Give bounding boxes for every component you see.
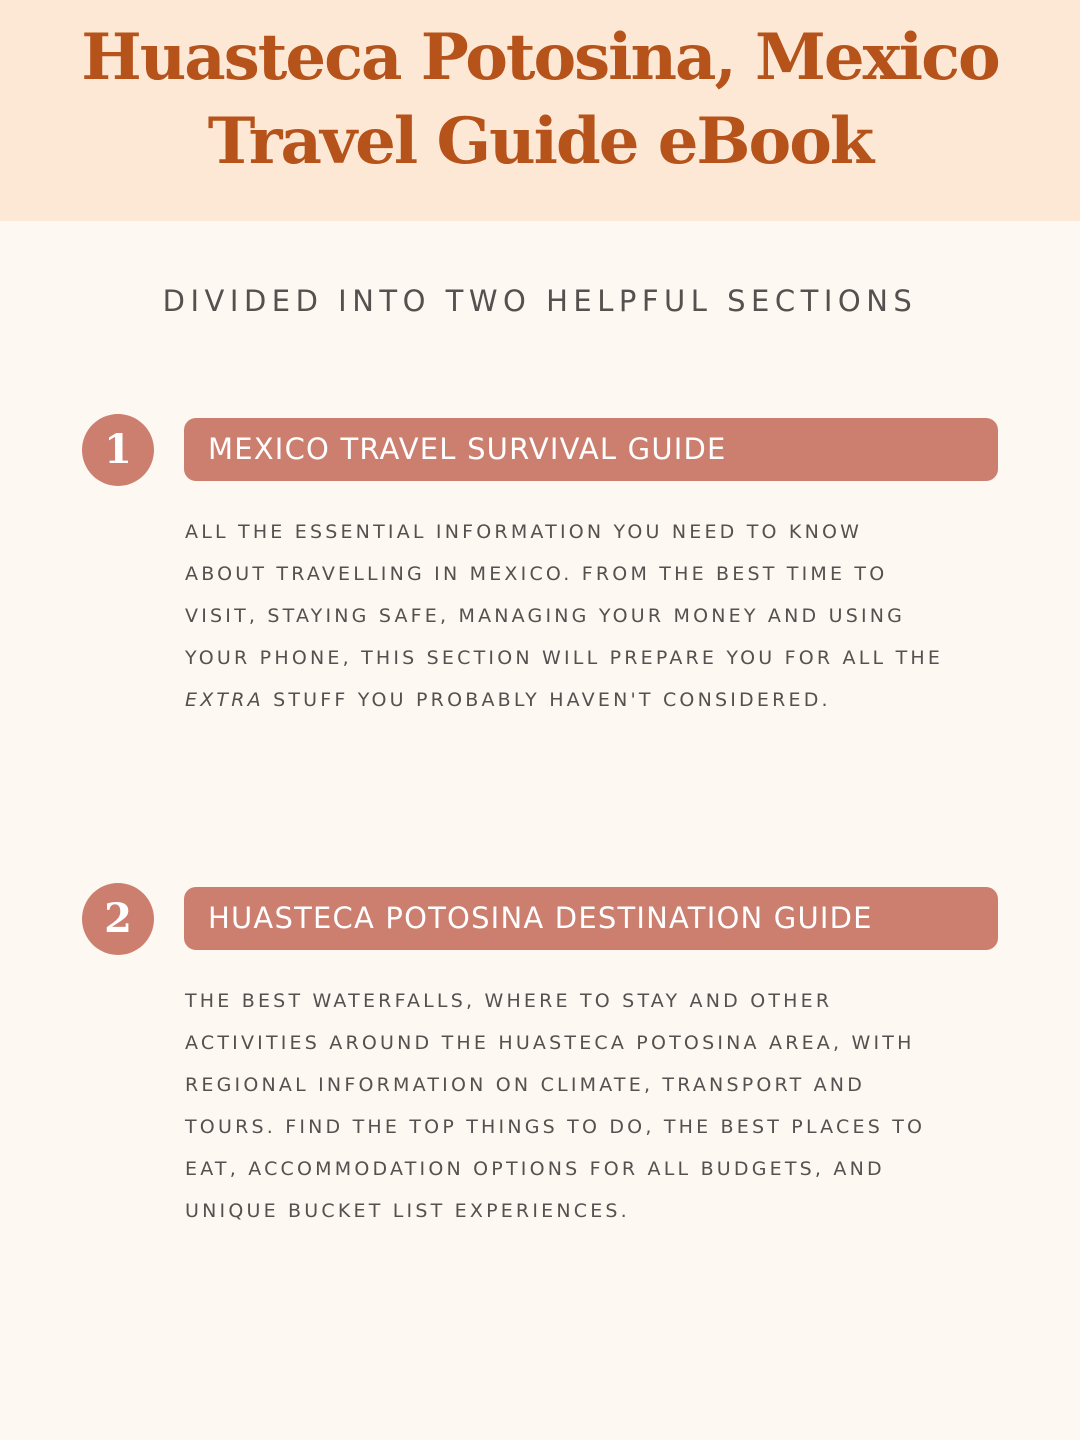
section-2-body bbox=[185, 980, 1005, 1232]
section-1-body bbox=[185, 511, 1005, 721]
section-2-body-line: TOURS. FIND THE TOP THINGS TO DO, THE BEST PLACES TO bbox=[185, 1116, 926, 1138]
section-2-title-bar bbox=[184, 887, 998, 950]
section-1-last-line-text: STUFF YOU PROBABLY HAVEN'T CONSIDERED. bbox=[263, 689, 831, 711]
section-2-body-line: REGIONAL INFORMATION ON CLIMATE, TRANSPORT AND bbox=[185, 1074, 866, 1096]
section-2-body-line: THE BEST WATERFALLS, WHERE TO STAY AND OTHER bbox=[185, 990, 833, 1012]
section-2-number-badge: 2 bbox=[82, 883, 154, 955]
section-2-body-line: ACTIVITIES AROUND THE HUASTECA POTOSINA AREA, WITH bbox=[185, 1032, 915, 1054]
section-1-title: MEXICO TRAVEL SURVIVAL GUIDE bbox=[208, 432, 727, 466]
page-title-line-2: Travel Guide eBook bbox=[207, 104, 873, 179]
section-1-body-line: YOUR PHONE, THIS SECTION WILL PREPARE YOU FOR ALL THE bbox=[185, 647, 944, 669]
section-1-emphasis-word: EXTRA bbox=[185, 689, 264, 711]
section-1-number-badge: 1 bbox=[82, 414, 154, 486]
subtitle: DIVIDED INTO TWO HELPFUL SECTIONS bbox=[162, 284, 918, 318]
page-title-line-1: Huasteca Potosina, Mexico bbox=[81, 20, 999, 95]
header-banner bbox=[0, 0, 1080, 221]
section-1-body-line: ABOUT TRAVELLING IN MEXICO. FROM THE BEST TIME TO bbox=[185, 563, 888, 585]
section-1-title-bar bbox=[184, 418, 998, 481]
section-1-body-last-line bbox=[185, 679, 1005, 721]
section-2-body-line: EAT, ACCOMMODATION OPTIONS FOR ALL BUDGETS, AND bbox=[185, 1158, 885, 1180]
section-1-body-line: VISIT, STAYING SAFE, MANAGING YOUR MONEY AND USING bbox=[185, 605, 906, 627]
section-2-body-line: UNIQUE BUCKET LIST EXPERIENCES. bbox=[185, 1200, 630, 1222]
section-1-body-line: ALL THE ESSENTIAL INFORMATION YOU NEED TO KNOW bbox=[185, 521, 863, 543]
section-2-title: HUASTECA POTOSINA DESTINATION GUIDE bbox=[208, 901, 873, 935]
